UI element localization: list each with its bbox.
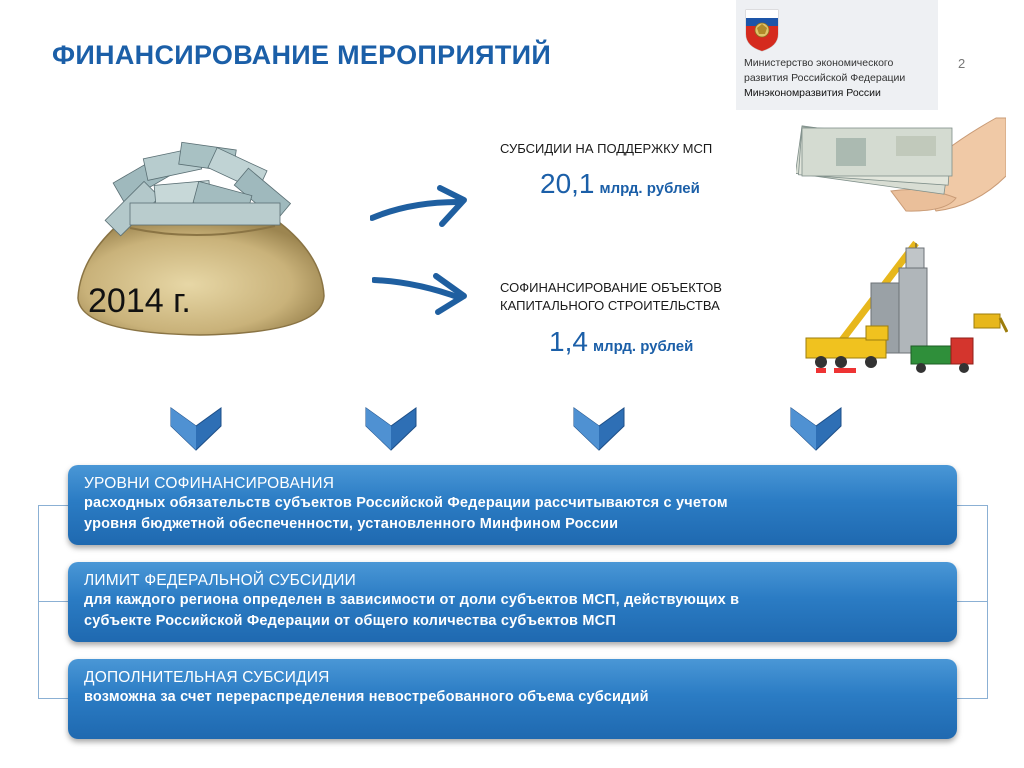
amount-unit: млрд. рублей bbox=[592, 338, 694, 355]
chevron-down-icon bbox=[570, 404, 628, 454]
capital-construction-label-line1: СОФИНАНСИРОВАНИЕ ОБЪЕКТОВ bbox=[500, 280, 722, 295]
box-text-line2: уровня бюджетной обеспеченности, установленного Минфином России bbox=[84, 516, 619, 532]
ministry-line-1: Министерство экономического bbox=[744, 57, 894, 69]
amount-unit: млрд. рублей bbox=[599, 180, 700, 197]
hand-money-icon bbox=[796, 116, 1006, 218]
capital-construction-label bbox=[500, 279, 722, 315]
arrow-icon bbox=[370, 180, 470, 230]
left-bracket bbox=[38, 505, 69, 699]
info-box-additional-subsidy bbox=[68, 659, 957, 739]
construction-icon bbox=[796, 228, 1008, 388]
box-text-line2: субъекте Российской Федерации от общего количества субъектов МСП bbox=[84, 613, 616, 629]
chevron-down-icon bbox=[362, 404, 420, 454]
capital-construction-label-line2: КАПИТАЛЬНОГО СТРОИТЕЛЬСТВА bbox=[500, 298, 720, 313]
ministry-panel bbox=[736, 0, 938, 110]
ministry-emblem-icon bbox=[744, 8, 780, 52]
box-text-line1: для каждого региона определен в зависимости от доли субъектов МСП, действующих в bbox=[84, 592, 740, 608]
page-title: ФИНАНСИРОВАНИЕ МЕРОПРИЯТИЙ bbox=[52, 40, 552, 70]
info-box-cofinancing-levels bbox=[68, 465, 957, 545]
box-text-line1: расходных обязательств субъектов Российской Федерации рассчитываются с учетом bbox=[84, 495, 728, 511]
left-bracket-mid bbox=[38, 601, 68, 602]
arrow-icon bbox=[372, 270, 472, 320]
chevron-down-icon bbox=[167, 404, 225, 454]
msp-subsidy-label bbox=[500, 140, 712, 158]
amount-value: 1,4 bbox=[549, 326, 588, 357]
box-heading: ДОПОЛНИТЕЛЬНАЯ СУБСИДИЯ bbox=[84, 669, 330, 686]
box-heading: ЛИМИТ ФЕДЕРАЛЬНОЙ СУБСИДИИ bbox=[84, 572, 356, 589]
amount-value: 20,1 bbox=[540, 168, 595, 199]
msp-subsidy-label-line1: СУБСИДИИ НА ПОДДЕРЖКУ МСП bbox=[500, 141, 713, 156]
msp-subsidy-amount bbox=[540, 168, 700, 200]
box-heading: УРОВНИ СОФИНАНСИРОВАНИЯ bbox=[84, 475, 335, 492]
year-label: 2014 г. bbox=[88, 282, 191, 320]
box-text-line1: возможна за счет перераспределения невостребованного объема субсидий bbox=[84, 689, 649, 705]
ministry-line-2: развития Российской Федерации bbox=[744, 72, 906, 84]
ministry-text bbox=[744, 56, 905, 101]
ministry-short-name: Минэкономразвития России bbox=[744, 87, 881, 99]
right-bracket bbox=[957, 505, 988, 699]
page-number: 2 bbox=[958, 56, 966, 71]
capital-construction-amount bbox=[549, 326, 693, 358]
info-box-federal-limit bbox=[68, 562, 957, 642]
right-bracket-mid bbox=[957, 601, 987, 602]
chevron-down-icon bbox=[787, 404, 845, 454]
